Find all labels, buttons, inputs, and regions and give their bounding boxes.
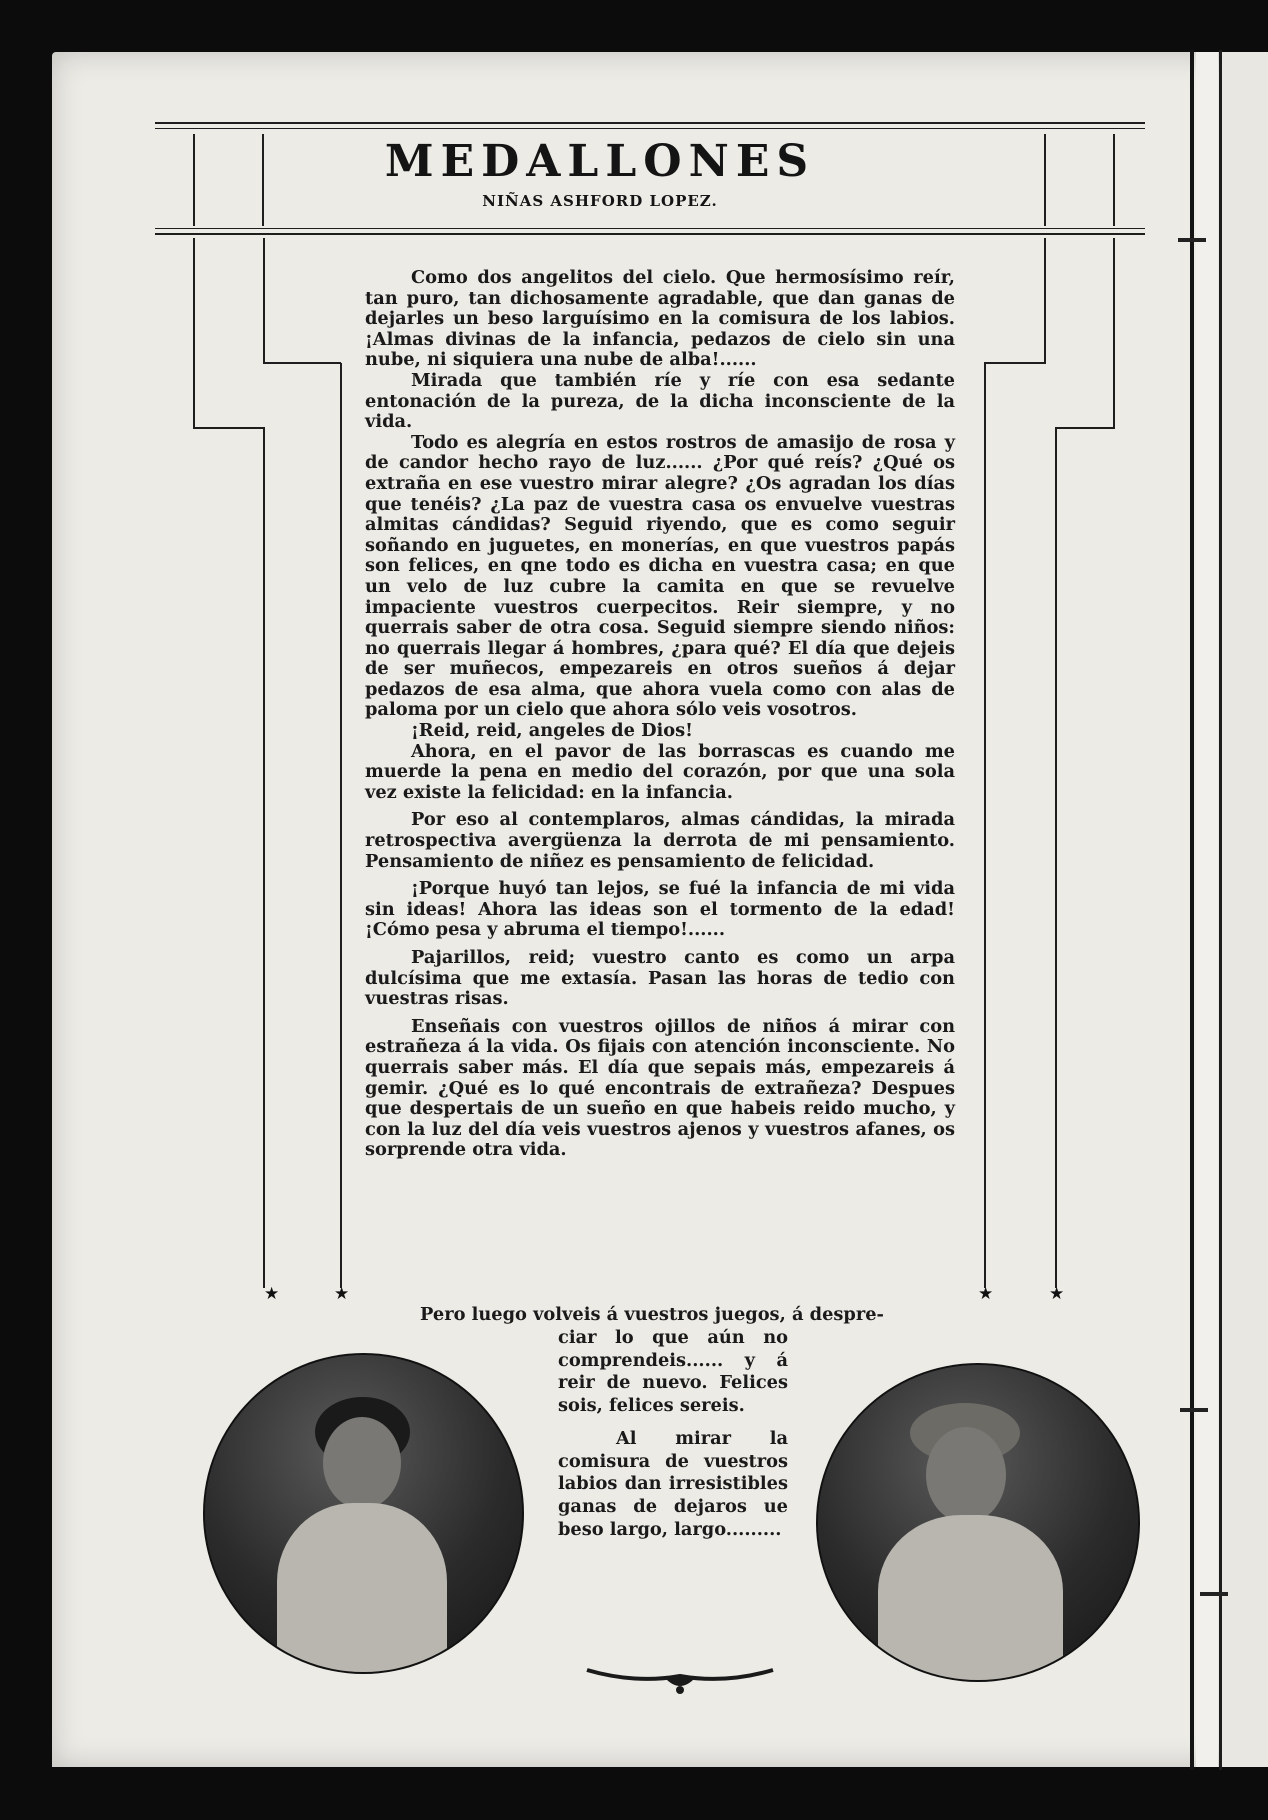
star-ornament: ★ [264,1284,280,1304]
next-page-stub [1222,52,1268,1767]
paragraph: ¡Reid, reid, angeles de Dios! [411,720,693,742]
portrait-right [818,1365,1138,1680]
page-title: MEDALLONES [384,136,816,187]
paragraph: Todo es alegría en estos rostros de amasijo de rosa y de candor hecho rayo de luz...... ¿Por qué reís? ¿Qué os extraña en ese vuestro mirar alegre? ¿Os agradan los días que tenéis? ¿La paz de vuestra casa os envuelve vuestras almitas cándidas? Seguid riyendo, que es como seguir soñando en juguetes, en monerías, en que vuestros papás son felices, en qne todo es dicha en vuestra casa; en que un velo de luz cubre la camita en que se revuelve impaciente vuestros cuerpecitos. Reir siempre, y no querrais saber de otra cosa. Seguid siempre siendo niños: no querrais llegar á hombres, ¿para qué? El día que dejeis de ser muñecos, empezareis en otros sueños á dejar pedazos de esa alma, que ahora vuela como con alas de paloma por un cielo que ahora sólo veis vosotros. [365,431,955,721]
page-edge [1196,52,1218,1767]
dress [277,1503,447,1672]
binding-line [1190,50,1194,1770]
paragraph: Como dos angelitos del cielo. Que hermosísimo reír, tan puro, tan dichosamente agradable, que dan ganas de dejarles un beso larguísimo en la comisura de los labios. ¡Almas divinas de la infancia, pedazos de cielo sin una nube, ni siquiera una nube de alba!...... [365,267,955,371]
binding-stitch [1178,238,1206,242]
frame-right-outer-lower [1055,428,1057,1288]
tailpiece-ornament [585,1660,775,1698]
frame-right-inner-step [984,362,1046,364]
frame-right-inner-upper [1044,238,1046,363]
header-border-right-inner [1044,134,1046,226]
paragraph: Enseñais con vuestros ojillos de niños á mirar con estrañeza á la vida. Os fijais con atención inconsciente. No querrais saber más. El día que sepais más, empezareis á gemir. ¿Qué es lo qué encontrais de extrañeza? Despues que despertais de un sueño en que habeis reido mucho, y con la luz del día veis vuestros ajenos y vuestros afanes, os sorprende otra vida. [365,1015,955,1161]
frame-right-step [1055,427,1115,429]
paragraph: ¡Porque huyó tan lejos, se fué la infancia de mi vida sin ideas! Ahora las ideas son el tormento de la edad! ¡Cómo pesa y abruma el tiempo!...... [365,878,955,941]
header-rule-top [155,122,1145,124]
portrait-left [205,1355,522,1672]
frame-right-inner-lower [984,363,986,1288]
header-border-left-inner [262,134,264,226]
dress [878,1515,1063,1680]
frame-left-step [193,427,265,429]
closing-paragraph: ciar lo que aún no comprendeis...... y á reir de nuevo. Felices sois, felices sereis. [558,1327,788,1417]
closing-paragraph: Al mirar la comisura de vuestros labios dan irresistibles ganas de dejaros ue beso largo, largo......... [558,1427,788,1540]
binding-stitch [1180,1408,1208,1412]
paragraph: Ahora, en el pavor de las borrascas es cuando me muerde la pena en medio del corazón, por que una sola vez existe la felicidad: en la infancia. [365,740,955,803]
face [926,1427,1006,1523]
frame-left-inner-step [263,362,341,364]
header-rule-bottom-thin [155,228,1145,229]
face [323,1417,401,1509]
frame-left-outer-upper [193,238,195,428]
paragraph: Por eso al contemplaros, almas cándidas, la mirada retrospectiva avergüenza la derrota de mi pensamiento. Pensamiento de niñez es pensamiento de felicidad. [365,809,955,872]
star-ornament: ★ [978,1284,994,1304]
star-ornament: ★ [334,1284,350,1304]
header-rule-top-thin [155,128,1145,129]
closing-first-line: Pero luego volveis á vuestros juegos, á despre- [420,1304,884,1325]
page-subtitle: NIÑAS ASHFORD LOPEZ. [482,192,718,210]
paragraph: Mirada que también ríe y ríe con esa sedante entonación de la pureza, de la dicha inconsciente de la vida. [365,369,955,433]
frame-left-inner-lower [340,363,342,1288]
paragraph: Pajarillos, reid; vuestro canto es como un arpa dulcísima que me extasía. Pasan las horas de tedio con vuestras risas. [365,947,955,1010]
binding-stitch [1200,1592,1228,1596]
frame-right-outer-upper [1113,238,1115,428]
closing-column [558,1327,788,1541]
article-body [365,268,955,1161]
header-border-left [193,134,195,226]
frame-left-outer-lower [263,428,265,1288]
frame-left-inner-upper [263,238,265,363]
header-border-right [1113,134,1115,226]
header-rule-bottom [155,233,1145,235]
star-ornament: ★ [1049,1284,1065,1304]
